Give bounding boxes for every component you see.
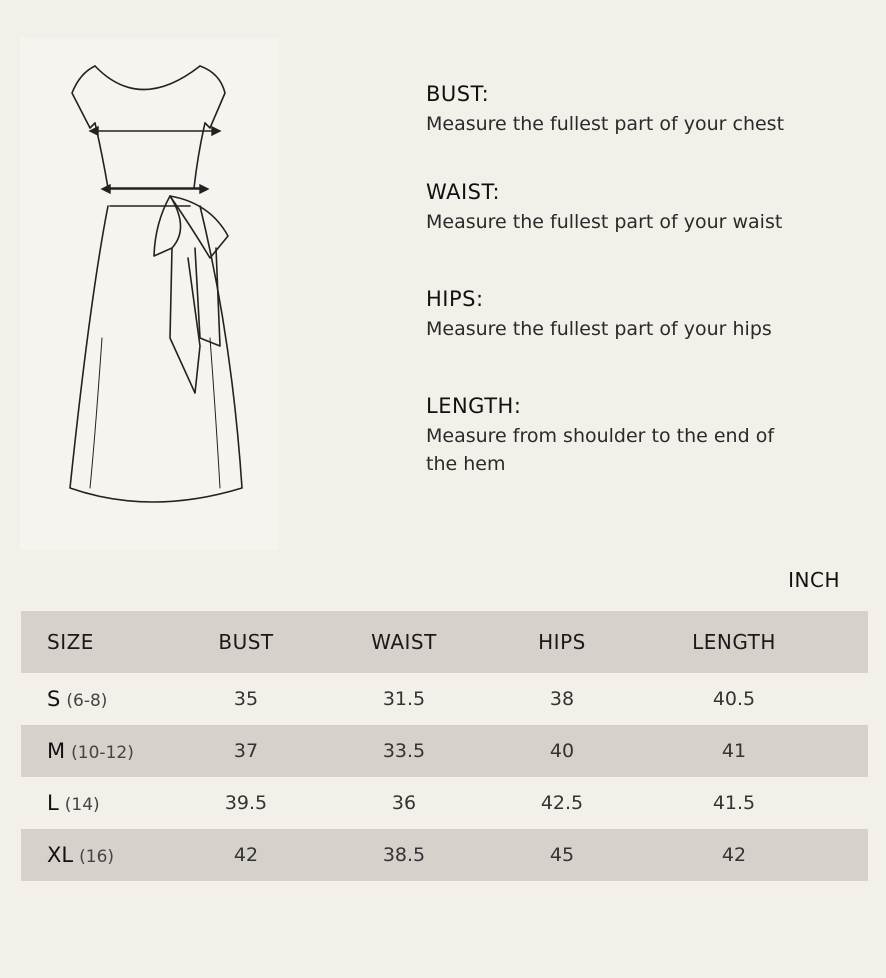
waist-measure-arrow (102, 185, 208, 193)
bust-cell: 35 (233, 688, 259, 710)
measure-description: Measure the fullest part of your waist (426, 211, 783, 233)
measure-label: WAIST: (426, 180, 501, 204)
unit-label: INCH (788, 568, 840, 592)
length-cell: 42 (721, 844, 747, 866)
length-cell: 41.5 (712, 792, 756, 814)
right-sleeve (200, 66, 225, 128)
size-range: (10-12) (71, 743, 134, 763)
size-cell (21, 791, 191, 815)
size-letter: S (47, 687, 61, 711)
length-cell: 40.5 (712, 688, 756, 710)
size-chart-table (21, 611, 868, 881)
measure-bust (426, 80, 784, 138)
size-letter: L (47, 791, 59, 815)
table-row (21, 673, 868, 725)
table-row (21, 777, 868, 829)
waist-cell: 31.5 (382, 688, 426, 710)
measure-description-line: Measure from shoulder to the end of (426, 425, 775, 447)
bust-cell: 39.5 (224, 792, 268, 814)
header-hips: HIPS (538, 630, 586, 654)
hips-cell: 45 (549, 844, 575, 866)
header-bust: BUST (218, 630, 274, 654)
size-letter: M (47, 739, 66, 763)
bust-cell: 42 (233, 844, 259, 866)
header-waist: WAIST (371, 630, 437, 654)
table-header-row (21, 611, 868, 673)
header-length: LENGTH (692, 630, 776, 654)
bust-measure-arrow (90, 127, 220, 135)
hips-cell: 38 (549, 688, 575, 710)
size-letter: XL (47, 843, 74, 867)
measure-label: BUST: (426, 82, 490, 106)
measure-length (426, 392, 774, 478)
measure-hips (426, 285, 772, 343)
table-row (21, 829, 868, 881)
waist-cell: 36 (391, 792, 417, 814)
bust-cell: 37 (233, 740, 259, 762)
hips-cell: 40 (549, 740, 575, 762)
length-cell: 41 (721, 740, 747, 762)
size-range: (14) (64, 795, 100, 815)
neckline (95, 66, 200, 90)
measure-label: LENGTH: (426, 394, 522, 418)
size-range: (6-8) (66, 691, 108, 711)
size-range: (16) (79, 847, 115, 867)
right-bodice (194, 123, 205, 188)
size-cell (21, 739, 191, 763)
waist-cell: 33.5 (382, 740, 426, 762)
size-cell (21, 687, 191, 711)
left-sleeve (72, 66, 95, 128)
measure-waist (426, 178, 782, 236)
measure-description: Measure the fullest part of your chest (426, 113, 785, 135)
size-cell (21, 843, 191, 867)
dress-sketch-icon (20, 38, 278, 550)
measure-description-line: the hem (426, 453, 506, 475)
header-size: SIZE (47, 630, 94, 654)
table-row (21, 725, 868, 777)
measure-description (426, 422, 774, 478)
measure-description: Measure the fullest part of your hips (426, 318, 772, 340)
dress-illustration (20, 38, 278, 550)
waist-cell: 38.5 (382, 844, 426, 866)
hips-cell: 42.5 (540, 792, 584, 814)
measure-label: HIPS: (426, 287, 484, 311)
